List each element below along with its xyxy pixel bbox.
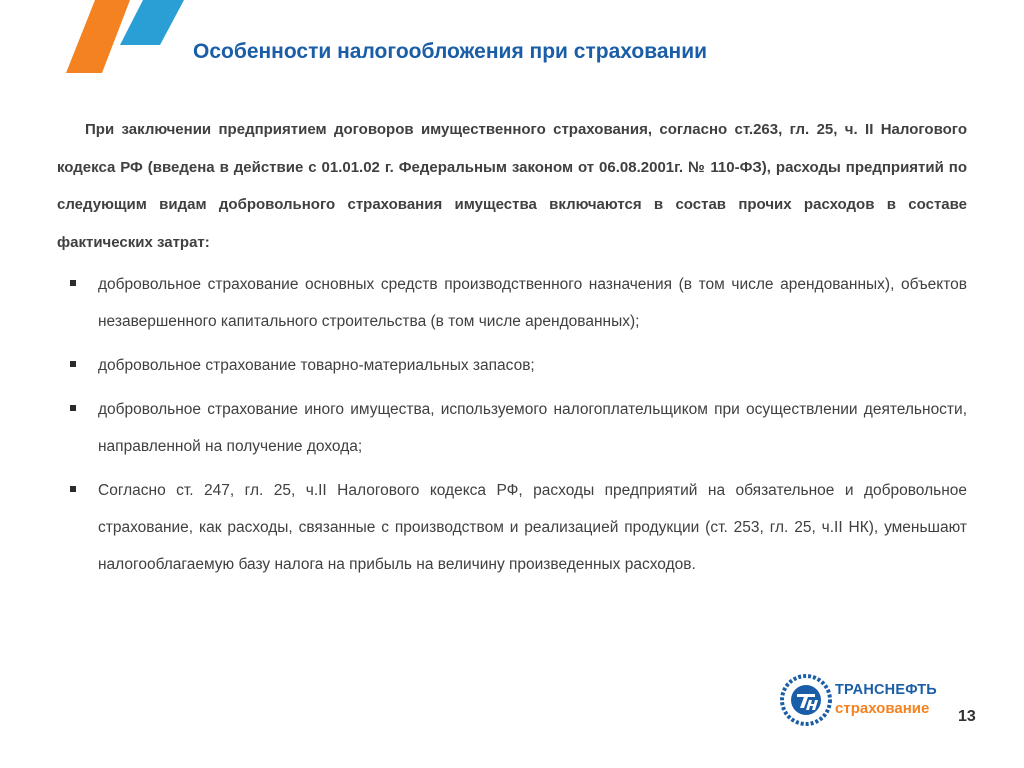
transneft-emblem-icon — [780, 674, 832, 726]
bullet-list — [70, 266, 967, 590]
list-item — [70, 347, 967, 384]
square-bullet-icon — [70, 280, 76, 286]
orange-parallelogram-icon — [66, 0, 130, 73]
brand-name: ТРАНСНЕФТЬ — [835, 682, 937, 698]
list-item-text: добровольное страхование товарно-материальных запасов; — [98, 357, 535, 374]
square-bullet-icon — [70, 405, 76, 411]
square-bullet-icon — [70, 486, 76, 492]
blue-parallelogram-icon — [120, 0, 184, 45]
square-bullet-icon — [70, 361, 76, 367]
list-item-text: добровольное страхование основных средств производственного назначения (в том числе арендованных), объектов незавершенного капитального строительства (в том числе арендованных); — [98, 276, 967, 330]
list-item-text: добровольное страхование иного имущества, используемого налогоплательщиком при осуществлении деятельности, направленной на получение дохода; — [98, 401, 967, 455]
list-item — [70, 391, 967, 465]
list-item-text: Согласно ст. 247, гл. 25, ч.II Налогового кодекса РФ, расходы предприятий на обязательное и добровольное страхование, как расходы, связанные с производством и реализацией продукции (ст. 253, гл. 25, ч.II НК), уменьшают налогооблагаемую базу налога на прибыль на величину произведенных расходов. — [98, 482, 967, 573]
corner-logo-shapes — [0, 0, 200, 80]
list-item — [70, 266, 967, 340]
brand-subtitle: страхование — [835, 700, 930, 717]
page-number: 13 — [958, 708, 976, 725]
list-item — [70, 472, 967, 583]
page-title: Особенности налогообложения при страховании — [193, 40, 708, 63]
brand-logo — [780, 674, 950, 730]
intro-paragraph: При заключении предприятием договоров имущественного страхования, согласно ст.263, гл. 25, ч. II Налогового кодекса РФ (введена в действие с 01.01.02 г. Федеральным законом от 06.08.2001г. № 110-ФЗ), расходы предприятий по следующим видам добровольного страхования имущества включаются в состав прочих расходов в составе фактических затрат: — [57, 121, 967, 251]
